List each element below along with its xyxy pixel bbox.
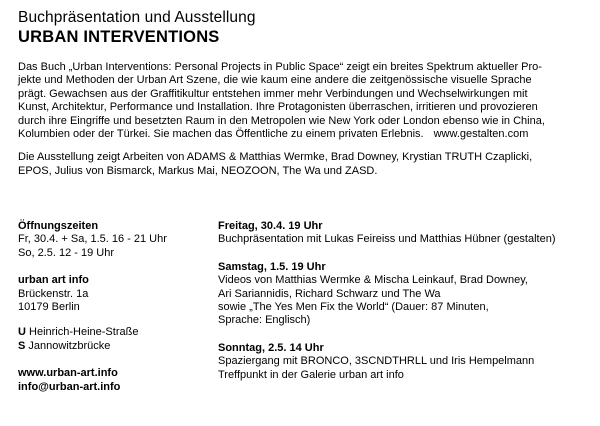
s-bahn-station: Jannowitzbrücke — [28, 339, 111, 352]
u-bahn-label: U — [18, 326, 26, 339]
artists-line: EPOS, Julius von Bismarck, Markus Mai, NEOZOON, The Wa und ZASD. — [18, 164, 378, 177]
venue-street: Brückenstr. 1a — [18, 287, 89, 300]
contact-info — [18, 367, 208, 394]
event-heading: Samstag, 1.5. 19 Uhr — [218, 260, 326, 273]
event-sunday — [218, 342, 588, 382]
venue-name: urban art info — [18, 274, 89, 287]
event-heading: Freitag, 30.4. 19 Uhr — [218, 220, 323, 232]
intro-line-text: Kolumbien oder der Türkei. Sie machen das Öffentliche zu einem privaten Erlebnis. — [18, 128, 424, 141]
intro-line: jekte und Methoden der Urban Art Szene, die wie kaum eine andere die zeitgenössische visuelle Sprache — [18, 74, 532, 87]
event-saturday — [218, 261, 588, 328]
venue-address — [18, 274, 208, 314]
events-column — [218, 220, 588, 382]
spacer — [218, 247, 588, 261]
event-line: Buchpräsentation mit Lukas Feireiss und Matthias Hübner (gestalten) — [218, 233, 556, 246]
opening-hours-line: Fr, 30.4. + Sa, 1.5. 16 - 21 Uhr — [18, 233, 167, 246]
flyer — [18, 8, 588, 393]
artists-line: Die Ausstellung zeigt Arbeiten von ADAMS & Matthias Wermke, Brad Downey, Krystian TRUTH Czaplicki, — [18, 151, 533, 164]
event-line: Ari Sariannidis, Richard Schwarz und The Wa — [218, 287, 441, 300]
spacer — [18, 260, 208, 274]
spacer — [18, 353, 208, 367]
event-line: Spaziergang mit BRONCO, 3SCNDTHRLL und Iris Hempelmann — [218, 355, 535, 368]
artists-paragraph — [18, 151, 586, 178]
opening-hours-line: So, 2.5. 12 - 19 Uhr — [18, 246, 114, 259]
intro-paragraph — [18, 61, 586, 141]
spacer — [18, 314, 208, 326]
intro-line: prägt. Gewachsen aus der Graffitikultur entstehen immer mehr Verbindungen und Wechselwirkungen mit — [18, 87, 528, 100]
event-line: sowie „The Yes Men Fix the World“ (Dauer: 87 Minuten, — [218, 301, 489, 314]
transit-info — [18, 326, 208, 353]
intro-line: Kunst, Architektur, Performance und Installation. Ihre Protagonisten überraschen, irritieren und provozieren — [18, 101, 538, 114]
intro-line-last — [18, 128, 586, 141]
website-link[interactable]: www.urban-art.info — [18, 367, 118, 380]
u-bahn-station: Heinrich-Heine-Straße — [29, 326, 139, 339]
u-bahn-line — [18, 326, 208, 339]
intro-line: durch ihre Eingriffe und besetzten Raum in den Metropolen wie New York oder London ebenso wie in China, — [18, 114, 545, 127]
event-line: Videos von Matthias Wermke & Mischa Leinkauf, Brad Downey, — [218, 274, 528, 287]
event-line: Sprache: Englisch) — [218, 314, 311, 327]
spacer — [218, 328, 588, 342]
event-friday — [218, 220, 588, 247]
publisher-link[interactable]: www.gestalten.com — [433, 128, 529, 141]
page-title: URBAN INTERVENTIONS — [18, 28, 220, 46]
event-line: Treffpunkt in der Galerie urban art info — [218, 368, 404, 381]
event-heading: Sonntag, 2.5. 14 Uhr — [218, 341, 324, 354]
opening-hours-heading: Öffnungszeiten — [18, 220, 99, 232]
email-link[interactable]: info@urban-art.info — [18, 380, 121, 393]
venue-city: 10179 Berlin — [18, 301, 80, 314]
subtitle: Buchpräsentation und Ausstellung — [18, 9, 256, 26]
s-bahn-label: S — [18, 339, 26, 352]
intro-line: Das Buch „Urban Interventions: Personal Projects in Public Space“ zeigt ein breites Spektrum aktueller Pro- — [18, 61, 542, 73]
opening-hours — [18, 220, 208, 260]
s-bahn-line — [18, 340, 208, 353]
info-column — [18, 220, 208, 394]
